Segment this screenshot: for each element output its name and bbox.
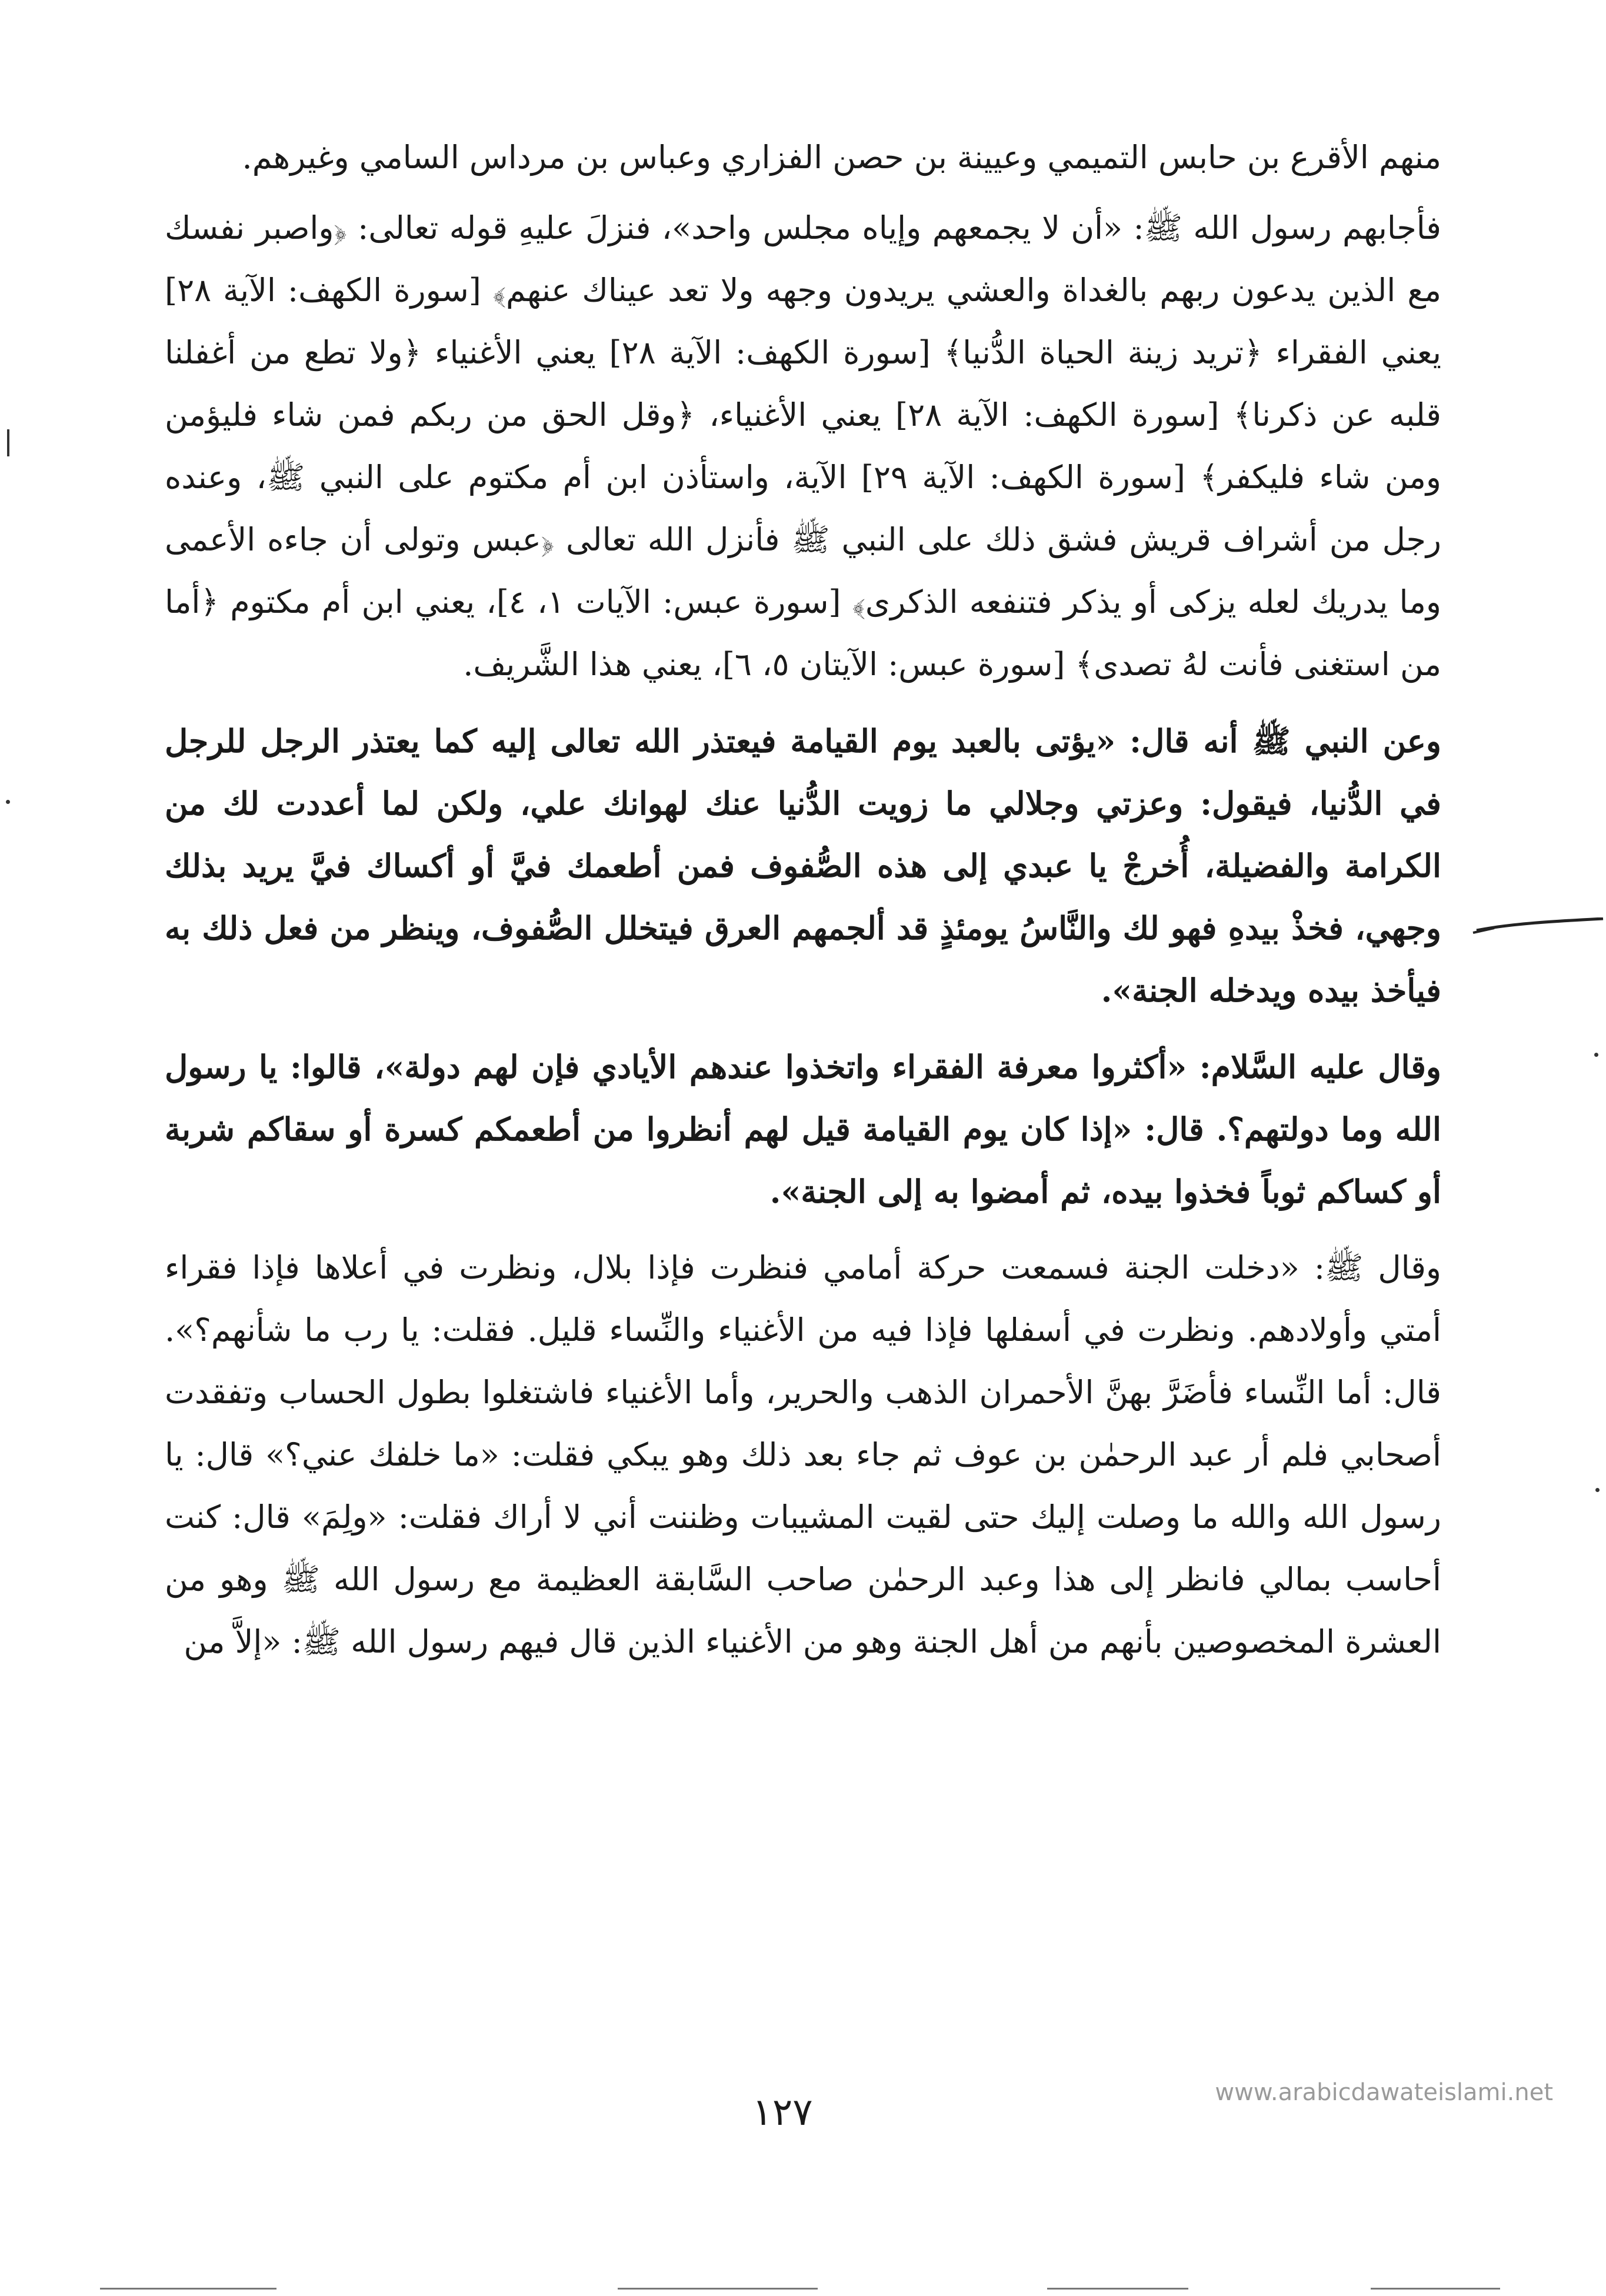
scan-margin-mark-left: [7, 429, 9, 456]
scan-dot: [6, 800, 10, 804]
scan-dot: [1595, 1488, 1600, 1492]
scan-dot: [1594, 1053, 1598, 1057]
site-watermark: www.arabicdawateislami.net: [1215, 2079, 1553, 2106]
page-number: ١٢٧: [752, 2091, 813, 2134]
scan-edge-line: [618, 2288, 818, 2290]
paragraph-quran-verses: فأجابهم رسول الله ﷺ: «أن لا يجمعهم وإياه مجلس واحد»، فنزلَ عليهِ قوله تعالى: ﴿واصبر نفسك مع الذين يدعون ربهم بالغداة والعشي يريدون وجهه ولا تعد عيناك عنهم﴾ [سورة الكهف: الآية ٢٨] يعني الفقراء ﴿تريد زينة الحياة الدُّنيا﴾ [سورة الكهف: الآية ٢٨] يعني الأغنياء ﴿ولا تطع من أغفلنا قلبه عن ذكرنا﴾ [سورة الكهف: الآية ٢٨] يعني الأغنياء، ﴿وقل الحق من ربكم فمن شاء فليؤمن ومن شاء فليكفر﴾ [سورة الكهف: الآية ٢٩] الآية، واستأذن ابن أم مكتوم على النبي ﷺ، وعنده رجل من أشراف قريش فشق ذلك على النبي ﷺ فأنزل الله تعالى ﴿عبس وتولى أن جاءه الأعمى وما يدريك لعله يزكى أو يذكر فتنفعه الذكرى﴾ [سورة عبس: الآيات ١، ٤]، يعني ابن أم مكتوم ﴿أما من استغنى فأنت لهُ تصدى﴾ [سورة عبس: الآيتان ٥، ٦]، يعني هذا الشَّريف.: [165, 209, 1441, 683]
margin-pen-stroke: [1471, 917, 1606, 965]
scan-edge-line: [1371, 2288, 1500, 2290]
paragraph-hadith-paradise: وقال ﷺ: «دخلت الجنة فسمعت حركة أمامي فنظرت فإذا بلال، ونظرت في أعلاها فإذا فقراء أمتي وأولادهم. ونظرت في أسفلها فإذا فيه من الأغنياء والنِّساء قليل. فقلت: يا رب ما شأنهم؟». قال: أما النِّساء فأضَرَّ بهنَّ الأحمران الذهب والحرير، وأما الأغنياء فاشتغلوا بطول الحساب وتفقدت أصحابي فلم أر عبد الرحمٰن بن عوف ثم جاء بعد ذلك وهو يبكي فقلت: «ما خلفك عني؟» قال: يا رسول الله والله ما وصلت إليك حتى لقيت المشيبات وظننت أني لا أراك فقلت: «ولِمَ» قال: كنت أحاسب بمالي فانظر إلى هذا وعبد الرحمٰن صاحب السَّابقة العظيمة مع رسول الله ﷺ وهو من العشرة المخصوصين بأنهم من أهل الجنة وهو من الأغنياء الذين قال فيهم رسول الله ﷺ: «إلاَّ من: [165, 1249, 1441, 1660]
page-body: [165, 126, 1441, 1687]
paragraph-intro: منهم الأقرع بن حابس التميمي وعيينة بن حصن الفزاري وعباس بن مرداس السامي وغيرهم.: [242, 139, 1441, 176]
paragraph-hadith-poor-people: وقال عليه السَّلام: «أكثروا معرفة الفقراء واتخذوا عندهم الأيادي فإن لهم دولة»، قالوا: يا رسول الله وما دولتهم؟. قال: «إذا كان يوم القيامة قيل لهم أنظروا من أطعمكم كسرة أو سقاكم شربة أو كساكم ثوباً فخذوا بيده، ثم أمضوا به إلى الجنة».: [165, 1048, 1441, 1210]
scan-edge-line: [100, 2288, 276, 2290]
paragraph-hadith-judgment-day: وعن النبي ﷺ أنه قال: «يؤتى بالعبد يوم القيامة فيعتذر الله تعالى إليه كما يعتذر الرجل للرجل في الدُّنيا، فيقول: وعزتي وجلالي ما زويت الدُّنيا عنك لهوانك علي، ولكن لما أعددت لك من الكرامة والفضيلة، أُخرجْ يا عبدي إلى هذه الصُّفوف فمن أطعمك فيَّ أو أكساك فيَّ يريد بذلك وجهي، فخذْ بيدهِ فهو لك والنَّاسُ يومئذٍ قد ألجمهم العرق فيتخلل الصُّفوف، وينظر من فعل ذلك به فيأخذ بيده ويدخله الجنة».: [165, 722, 1441, 1009]
scan-edge-line: [1047, 2288, 1188, 2290]
